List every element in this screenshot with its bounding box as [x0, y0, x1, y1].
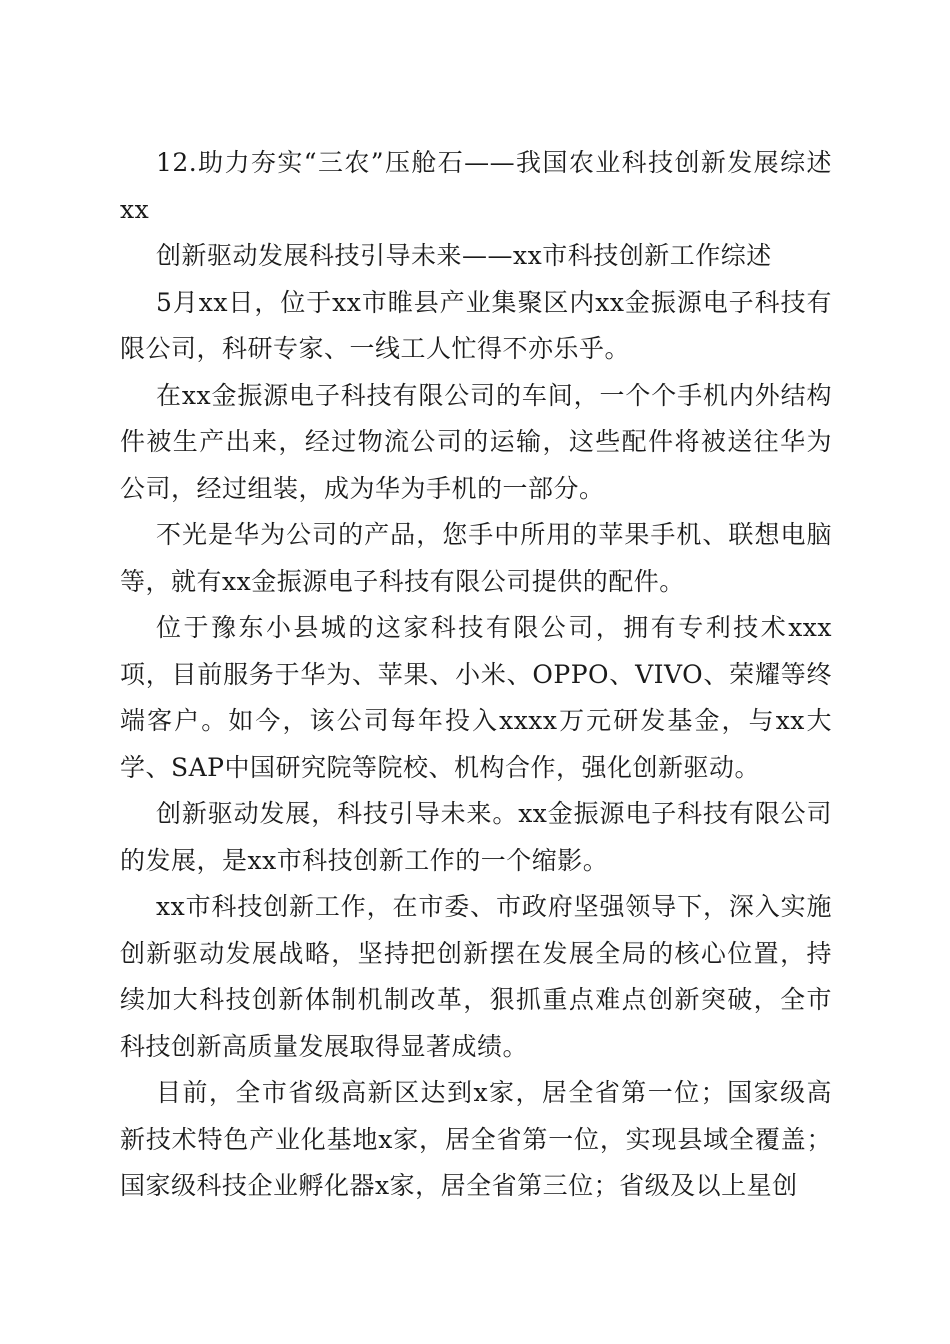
document-page	[120, 140, 832, 1210]
article-title-paragraph: 12.助力夯实“三农”压舱石——我国农业科技创新发展综述xx	[120, 148, 832, 224]
body-paragraph: 不光是华为公司的产品，您手中所用的苹果手机、联想电脑等，就有xx金振源电子科技有限公司提供的配件。	[120, 520, 832, 596]
section-heading-paragraph: 创新驱动发展科技引导未来——xx市科技创新工作综述	[156, 241, 772, 270]
body-paragraph: xx市科技创新工作，在市委、市政府坚强领导下，深入实施创新驱动发展战略，坚持把创新摆在发展全局的核心位置，持续加大科技创新体制机制改革，狠抓重点难点创新突破，全市科技创新高质量发展取得显著成绩。	[120, 892, 832, 1061]
body-paragraph: 在xx金振源电子科技有限公司的车间，一个个手机内外结构件被生产出来，经过物流公司的运输，这些配件将被送往华为公司，经过组装，成为华为手机的一部分。	[120, 380, 832, 503]
body-paragraph: 目前，全市省级高新区达到x家，居全省第一位；国家级高新技术特色产业化基地x家，居全省第一位，实现县域全覆盖；国家级科技企业孵化器x家，居全省第三位；省级及以上星创	[120, 1078, 832, 1200]
body-paragraph: 创新驱动发展，科技引导未来。xx金振源电子科技有限公司的发展，是xx市科技创新工作的一个缩影。	[120, 799, 832, 875]
body-paragraph: 位于豫东小县城的这家科技有限公司，拥有专利技术xxx项，目前服务于华为、苹果、小米、OPPO、VIVO、荣耀等终端客户。如今，该公司每年投入xxxx万元研发基金，与xx大学、SAP中国研究院等院校、机构合作，强化创新驱动。	[120, 613, 832, 782]
body-paragraph: 5月xx日，位于xx市睢县产业集聚区内xx金振源电子科技有限公司，科研专家、一线工人忙得不亦乐乎。	[120, 287, 832, 363]
